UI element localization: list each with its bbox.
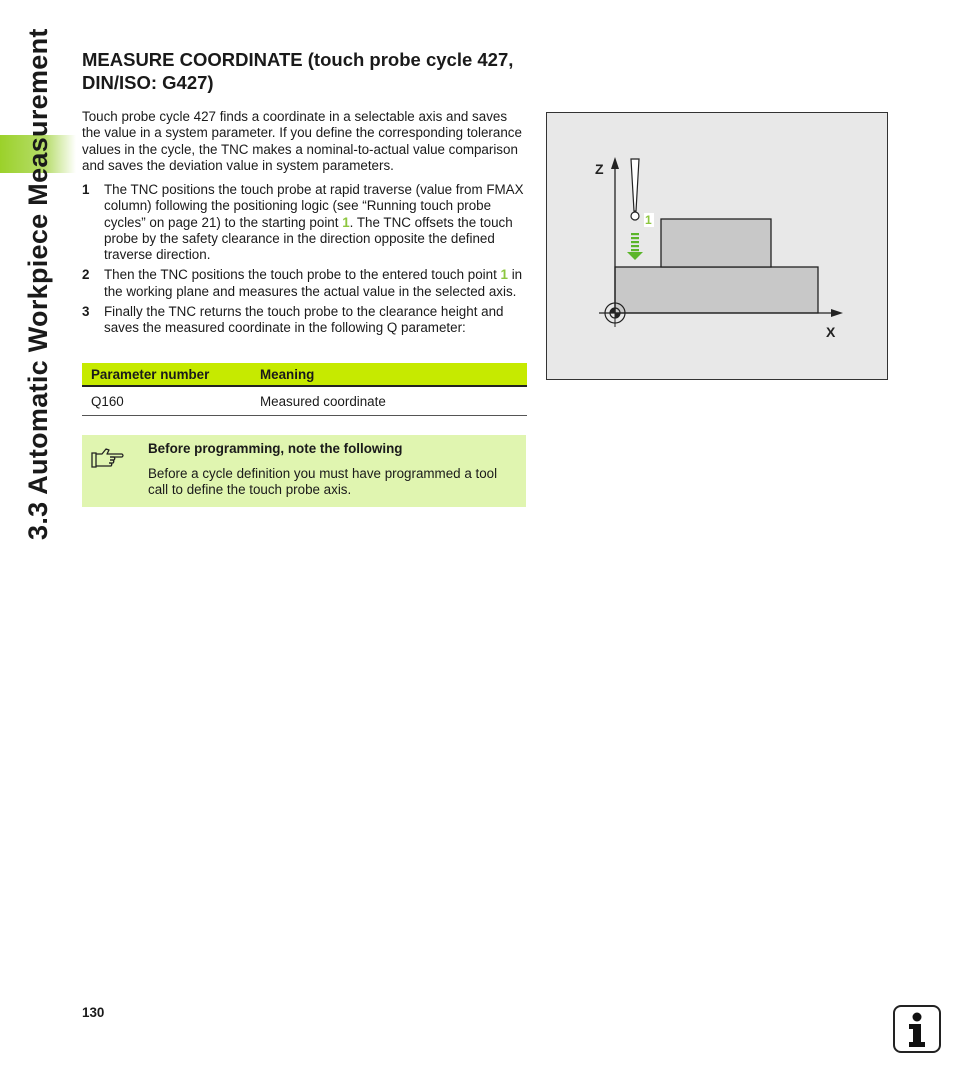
z-axis-arrow bbox=[611, 157, 619, 169]
table-header-row bbox=[82, 363, 527, 386]
step-text: in the working plane and measures the actual value in the selected axis. bbox=[104, 267, 523, 299]
page-number: 130 bbox=[82, 1005, 105, 1020]
step-text: Finally the TNC returns the touch probe to the clearance height and saves the measured coordinate in the following Q parameter: bbox=[104, 304, 504, 336]
step-text: . The TNC offsets the touch probe by the safety clearance in the direction opposite the defined traverse direction. bbox=[104, 214, 513, 263]
chapter-title: 3.3 Automatic Workpiece Measurement bbox=[23, 28, 53, 540]
point-label: 1 bbox=[645, 213, 652, 227]
step-item bbox=[82, 304, 528, 337]
probe-diagram bbox=[546, 112, 888, 380]
step-number: 2 bbox=[82, 267, 90, 283]
parameter-table bbox=[82, 363, 527, 416]
point-reference: 1 bbox=[500, 267, 508, 283]
traverse-down-arrow-icon bbox=[627, 233, 643, 260]
point-reference: 1 bbox=[342, 214, 350, 230]
z-axis-label: Z bbox=[595, 161, 604, 177]
step-item bbox=[82, 182, 528, 263]
info-glyph bbox=[895, 1007, 939, 1051]
x-axis-label: X bbox=[826, 324, 836, 340]
table-cell: Q160 bbox=[82, 386, 251, 416]
step-list bbox=[82, 182, 528, 341]
intro-paragraph: Touch probe cycle 427 finds a coordinate in a selectable axis and saves the value in a system parameter. If you define the corresponding tolerance values in the cycle, the TNC makes a nominal-to-actual value comparison and saves the deviation value in system parameters. bbox=[82, 109, 522, 173]
note-title: Before programming, note the following bbox=[148, 441, 403, 456]
step-number: 3 bbox=[82, 304, 90, 320]
column-header: Meaning bbox=[251, 363, 527, 386]
pointing-hand-icon bbox=[90, 445, 124, 471]
table-cell: Measured coordinate bbox=[251, 386, 527, 416]
touch-probe-icon bbox=[631, 159, 639, 220]
step-text: Then the TNC positions the touch probe to the entered touch point bbox=[104, 267, 501, 283]
programming-note bbox=[82, 435, 526, 507]
table-row bbox=[82, 386, 527, 416]
step-item bbox=[82, 267, 528, 300]
workpiece-step bbox=[661, 219, 771, 267]
x-axis-arrow bbox=[831, 309, 843, 317]
section-heading: MEASURE COORDINATE (touch probe cycle 427, DIN/ISO: G427) bbox=[82, 49, 514, 93]
diagram-canvas bbox=[547, 113, 887, 379]
step-number: 1 bbox=[82, 182, 90, 197]
workpiece-base bbox=[615, 267, 818, 313]
step-text: The TNC positions the touch probe at rapid traverse (value from FMAX column) following the positioning logic (see “Running touch probe cycles” on page 21) to the starting point bbox=[104, 182, 524, 230]
note-text: Before a cycle definition you must have programmed a tool call to define the touch probe axis. bbox=[148, 466, 498, 498]
column-header: Parameter number bbox=[82, 363, 251, 386]
info-icon[interactable] bbox=[893, 1005, 941, 1053]
